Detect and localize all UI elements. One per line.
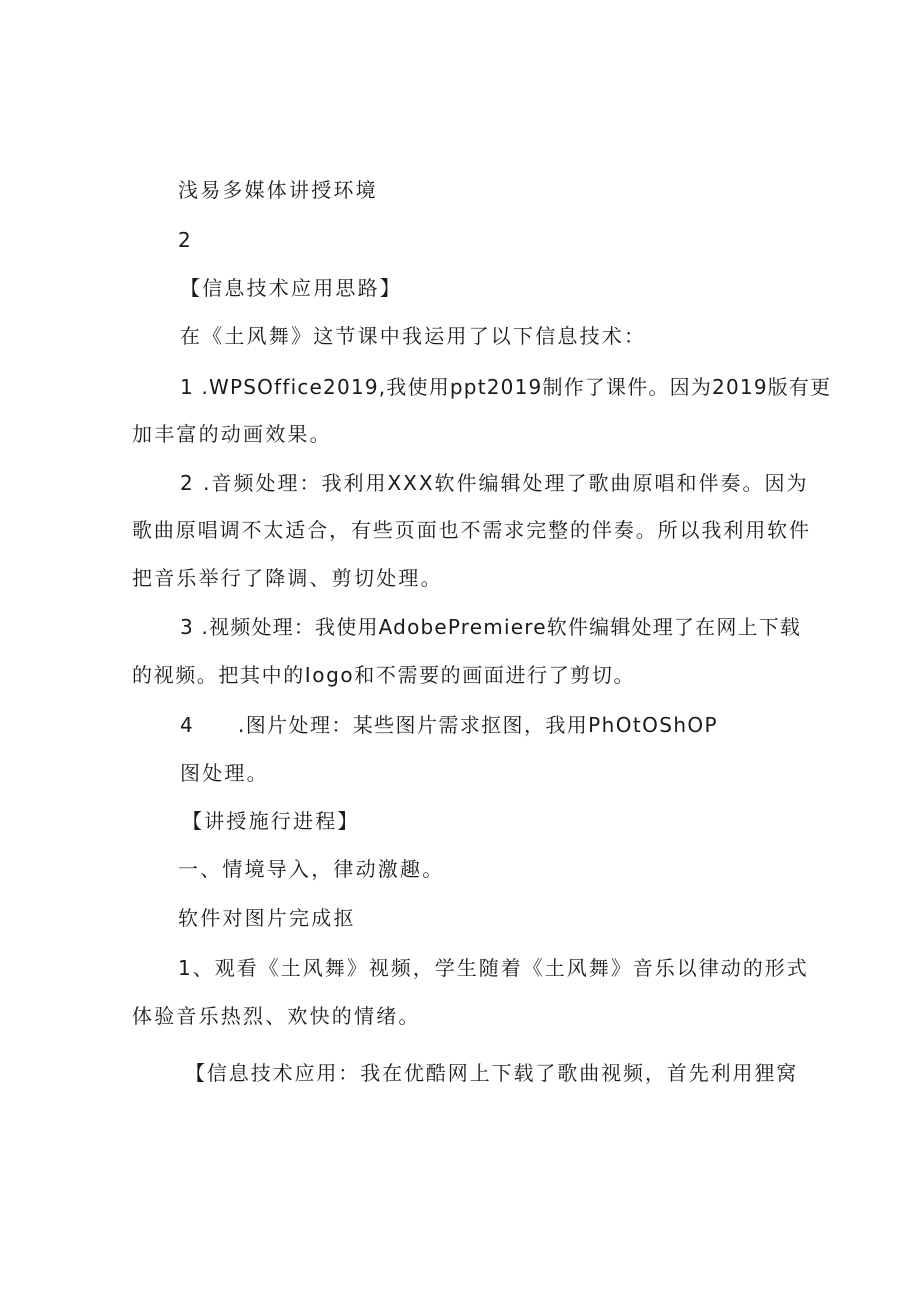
item-4-line-1: .图片处理：某些图片需求抠图，我用PhOtOShOP — [238, 713, 718, 737]
tech-application-note: 【信息技术应用：我在优酷网上下载了歌曲视频，首先利用狸窝 — [185, 1061, 799, 1085]
env-heading: 浅易多媒体讲授环境 — [178, 178, 378, 202]
item-1-line-2: 加丰富的动画效果。 — [132, 422, 332, 446]
stray-text: 软件对图片完成抠 — [178, 906, 356, 930]
step-1-item-line-1: 1、观看《土风舞》视频，学生随着《土风舞》音乐以律动的形式 — [178, 956, 809, 980]
item-4-number: 4 — [180, 713, 195, 737]
item-2-line-1: 2 .音频处理：我利用XXX软件编辑处理了歌曲原唱和伴奏。因为 — [180, 471, 809, 495]
item-3-line-1: 3 .视频处理：我使用AdobePremiere软件编辑处理了在网上下载 — [180, 615, 802, 639]
item-2-line-3: 把音乐举行了降调、剪切处理。 — [132, 566, 443, 590]
item-2-line-2: 歌曲原唱调不太适合，有些页面也不需求完整的伴奏。所以我利用软件 — [132, 518, 811, 542]
section-number: 2 — [178, 228, 193, 252]
item-4-line-2: 图处理。 — [180, 761, 269, 785]
step-1-item-line-2: 体验音乐热烈、欢快的情绪。 — [132, 1004, 421, 1028]
section-heading-process: 【讲授施行进程】 — [182, 809, 360, 833]
step-1-heading: 一、情境导入，律动激趣。 — [178, 857, 445, 881]
item-3-line-2: 的视频。把其中的Iogo和不需要的画面进行了剪切。 — [132, 663, 636, 687]
item-1-line-1: 1 .WPSOffice2019,我使用ppt2019制作了课件。因为2019版有更 — [180, 375, 832, 399]
section-heading-ideas: 【信息技术应用思路】 — [180, 276, 402, 300]
paragraph-intro: 在《土风舞》这节课中我运用了以下信息技术： — [180, 324, 647, 348]
